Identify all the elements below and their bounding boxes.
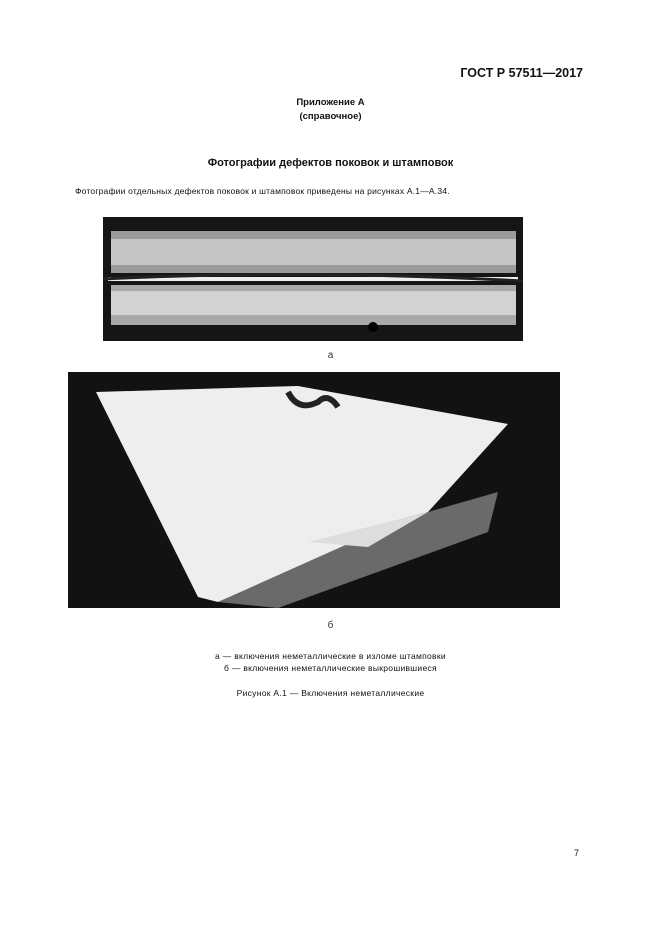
intro-paragraph: Фотографии отдельных дефектов поковок и штамповок приведены на рисунках А.1—А.34.: [75, 186, 450, 196]
photo-b: [68, 372, 560, 608]
appendix-heading: [0, 96, 661, 124]
photo-b-label: б: [327, 620, 334, 631]
appendix-type: (справочное): [299, 111, 362, 122]
appendix-title: Приложение А: [296, 97, 365, 108]
caption-a: а — включения неметаллические в изломе штамповки: [215, 651, 446, 661]
photo-a-label: а: [327, 350, 334, 361]
page-number: 7: [573, 848, 579, 858]
figure-title: Рисунок А.1 — Включения неметаллические: [236, 688, 425, 698]
caption-b: б — включения неметаллические выкрошившиеся: [224, 663, 437, 673]
section-title: Фотографии дефектов поковок и штамповок: [207, 157, 454, 169]
figure-captions: [0, 650, 661, 674]
photo-a: [103, 217, 523, 341]
standard-number: ГОСТ Р 57511—2017: [460, 66, 583, 80]
